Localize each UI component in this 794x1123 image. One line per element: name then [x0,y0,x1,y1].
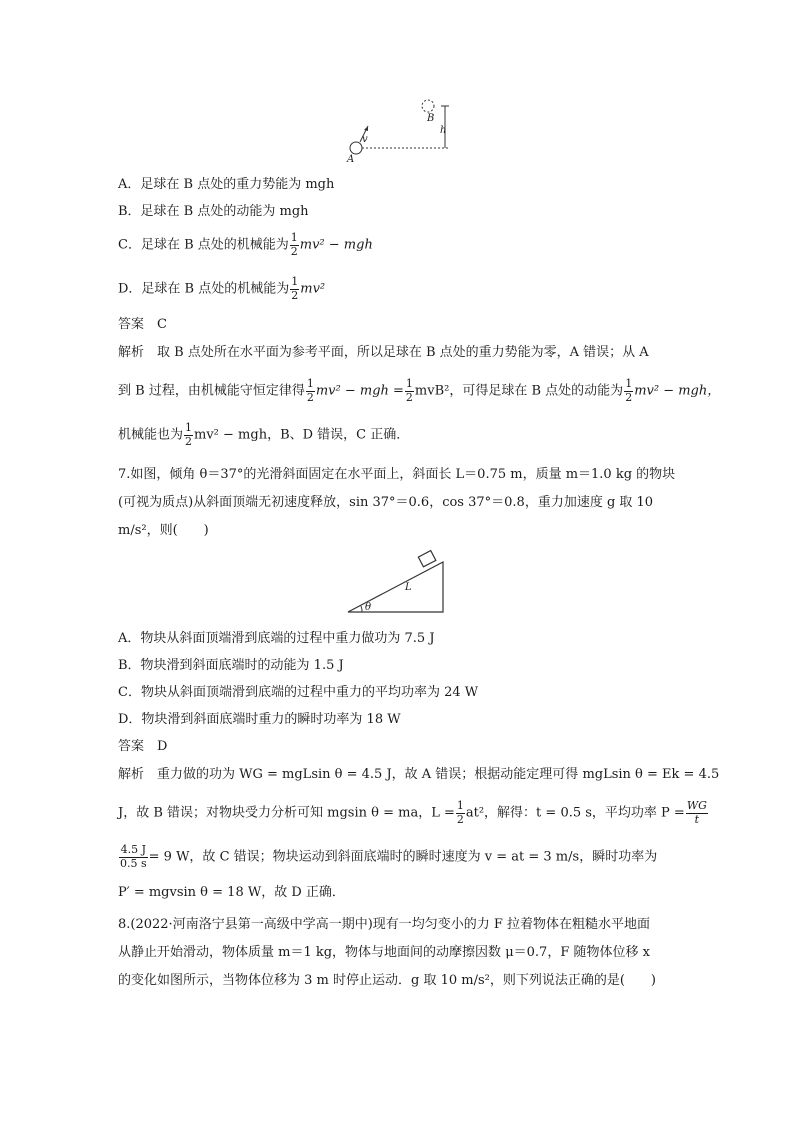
q7-stem-line2: (可视为质点)从斜面顶端无初速度释放，sin 37°＝0.6，cos 37°＝0.8，重力加速度 g 取 10 [118,495,654,510]
label-B: B [427,113,435,124]
q7-analysis-line3: $\frac{4.5 J}{0.5 s}$ = 9 W，故 C 错误；物块运动到斜面底端时的瞬时速度为 v = at = 3 m/s，瞬时功率为 [120,843,658,870]
q7-analysis-line2: J，故 B 错误；对物块受力分析可知 mgsin θ = ma，L = $\frac{1}{2}$ at²，解得：t = 0.5 s，平均功率 P = $\frac{WG}{t}$ [118,799,707,826]
q6-option-c: C．足球在 B 点处的机械能为 $\frac{1}{2}$ mv² − mgh [118,231,373,258]
q7-option-d: D．物块滑到斜面底端时重力的瞬时功率为 18 W [118,712,401,727]
q6-option-b: B．足球在 B 点处的动能为 mgh [118,204,309,219]
q6-analysis-line3: 机械能也为 $\frac{1}{2}$ mv² − mgh，B、D 错误，C 正确． [118,421,410,448]
label-v: v [362,134,368,145]
label-h: h [440,125,447,136]
label-L: L [405,582,412,593]
ball-B-circle [422,100,434,112]
q7-option-c: C．物块从斜面顶端滑到底端的过程中重力的平均功率为 24 W [118,685,479,700]
label-A: A [347,154,355,165]
q7-option-b: B．物块滑到斜面底端时的动能为 1.5 J [118,658,344,673]
q7-analysis-line1: 解析 重力做的功为 WG = mgLsin θ = 4.5 J，故 A 错误；根据动能定理可得 mgLsin θ = Ek = 4.5 [118,767,720,782]
q6-analysis-line2: 到 B 过程，由机械能守恒定律得 $\frac{1}{2}$ mv² − mgh = $\frac{1}{2}$ mvB²，可得足球在 B 点处的动能为 $\frac{1}{2}$ mv² − mgh， [118,377,721,404]
incline-triangle [348,562,443,612]
q8-line3: 的变化如图所示，当物体位移为 3 m 时停止运动．g 取 10 m/s²，则下列说法正确的是( ) [118,973,656,988]
q6-option-d: D．足球在 B 点处的机械能为 $\frac{1}{2}$ mv² [118,275,326,302]
block [418,551,436,567]
q6-answer: 答案 C [118,317,167,332]
q7-stem-line3: m/s²，则( ) [118,523,209,538]
q7-answer: 答案 D [118,739,168,754]
q6-analysis-line1: 解析 取 B 点处所在水平面为参考平面，所以足球在 B 点处的重力势能为零，A 错误；从 A [118,345,649,360]
q8-line2: 从静止开始滑动，物体质量 m＝1 kg，物体与地面间的动摩擦因数 μ＝0.7，F 随物体位移 x [118,945,650,960]
q7-analysis-line4: P′ = mgvsin θ = 18 W，故 D 正确． [118,885,345,900]
q7-option-a: A．物块从斜面顶端滑到底端的过程中重力做功为 7.5 J [118,631,435,646]
label-theta: θ [365,602,372,613]
q7-stem-line1: 7.如图，倾角 θ＝37°的光滑斜面固定在水平面上，斜面长 L＝0.75 m，质量 m＝1.0 kg 的物块 [118,467,676,482]
figure-incline [345,544,450,616]
q8-line1: 8.(2022·河南洛宁县第一高级中学高一期中)现有一均匀变小的力 F 拉着物体在粗糙水平地面 [118,917,651,932]
q6-option-a: A．足球在 B 点处的重力势能为 mgh [118,177,335,192]
angle-arc [361,606,362,612]
ball-A-circle [350,142,362,154]
